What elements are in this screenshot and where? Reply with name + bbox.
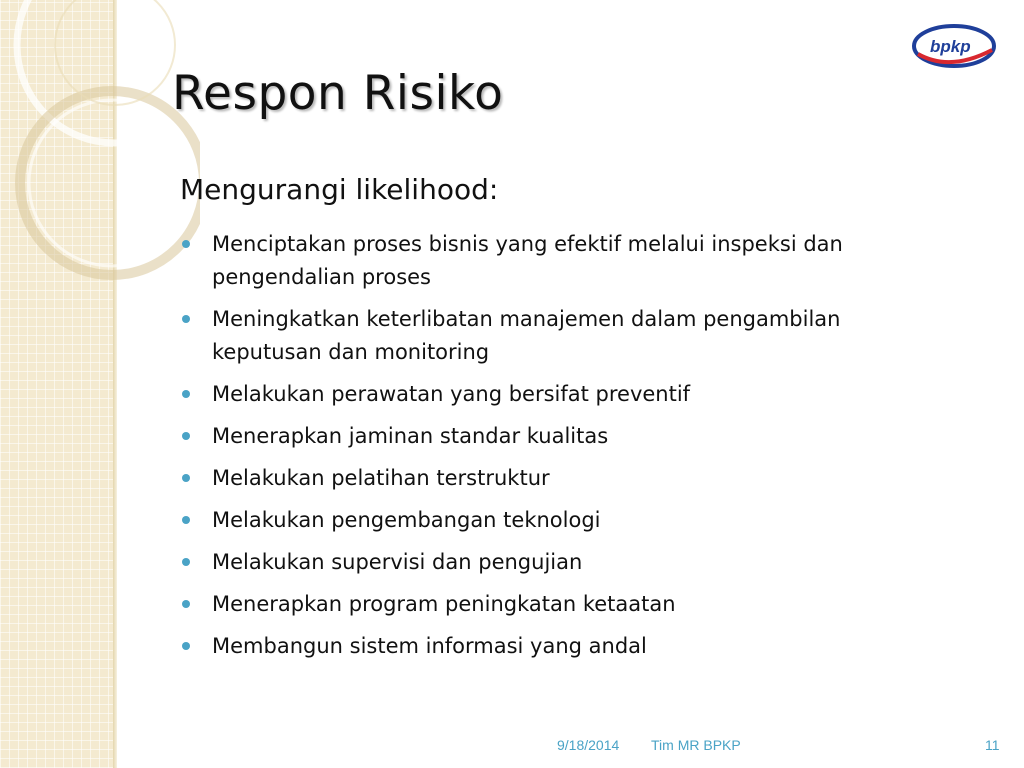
bullet-text: Meningkatkan keterlibatan manajemen dalam pengambilan keputusan dan monitoring — [212, 307, 841, 364]
bullet-dot-icon — [182, 432, 190, 440]
bullet-text: Menciptakan proses bisnis yang efektif melalui inspeksi dan pengendalian proses — [212, 232, 843, 289]
bullet-dot-icon — [182, 390, 190, 398]
bullet-text: Melakukan supervisi dan pengujian — [212, 550, 583, 574]
bullet-item — [180, 504, 900, 537]
bpkp-logo — [910, 20, 1000, 70]
bullet-dot-icon — [182, 516, 190, 524]
bullet-dot-icon — [182, 558, 190, 566]
slide-subtitle: Mengurangi likelihood: — [180, 173, 499, 206]
bullet-text: Menerapkan jaminan standar kualitas — [212, 424, 609, 448]
logo-text: bpkp — [930, 37, 971, 56]
bullet-item — [180, 588, 900, 621]
slide-title: Respon Risiko — [172, 66, 504, 121]
bullet-item — [180, 546, 900, 579]
bullet-list — [180, 228, 900, 672]
bullet-item — [180, 462, 900, 495]
bullet-text: Melakukan pelatihan terstruktur — [212, 466, 550, 490]
footer-author: Tim MR BPKP — [651, 737, 741, 753]
bullet-dot-icon — [182, 315, 190, 323]
bullet-text: Membangun sistem informasi yang andal — [212, 634, 647, 658]
bullet-dot-icon — [182, 474, 190, 482]
bullet-dot-icon — [182, 600, 190, 608]
bullet-text: Melakukan perawatan yang bersifat preventif — [212, 382, 691, 406]
bullet-dot-icon — [182, 240, 190, 248]
bullet-item — [180, 228, 900, 294]
decorative-circles — [0, 0, 200, 320]
footer-date: 9/18/2014 — [557, 737, 620, 753]
bullet-item — [180, 378, 900, 411]
bullet-text: Melakukan pengembangan teknologi — [212, 508, 601, 532]
footer-page-number: 11 — [985, 737, 1000, 753]
bullet-dot-icon — [182, 642, 190, 650]
bullet-item — [180, 630, 900, 663]
bullet-item — [180, 420, 900, 453]
bullet-item — [180, 303, 900, 369]
bullet-text: Menerapkan program peningkatan ketaatan — [212, 592, 676, 616]
